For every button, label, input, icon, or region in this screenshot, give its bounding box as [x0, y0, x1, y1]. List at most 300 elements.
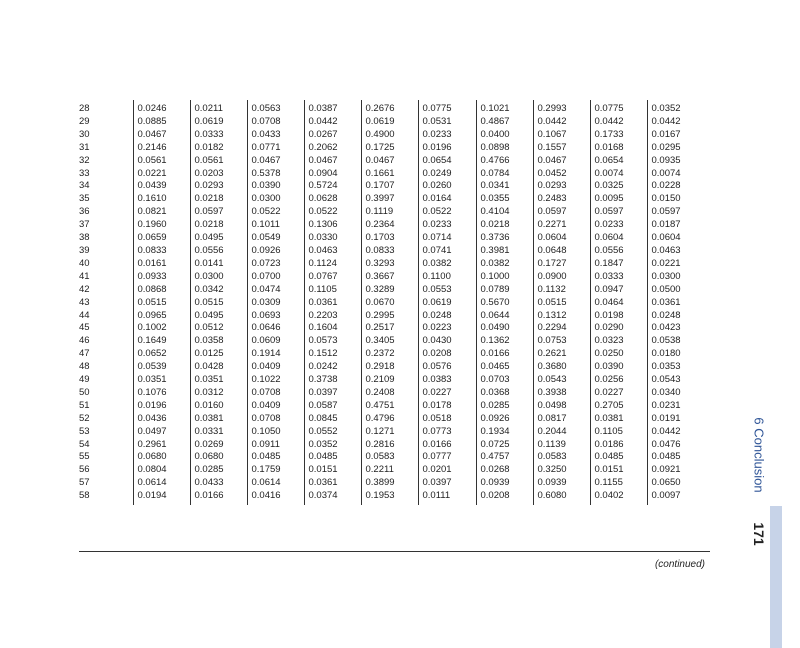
table-cell: 0.0227 [418, 387, 476, 400]
table-cell: 0.0295 [647, 142, 710, 155]
table-cell: 0.0597 [647, 206, 710, 219]
table-cell: 0.0644 [476, 310, 533, 323]
table-cell: 0.0619 [361, 116, 418, 129]
table-cell: 0.0442 [533, 116, 590, 129]
table-cell: 0.0141 [190, 258, 247, 271]
table-cell: 0.0833 [133, 245, 190, 258]
table-cell: 0.0650 [647, 477, 710, 490]
data-table-container [79, 100, 710, 505]
table-cell: 0.1139 [533, 439, 590, 452]
table-cell: 0.2294 [533, 322, 590, 335]
table-cell: 0.0358 [190, 335, 247, 348]
table-bottom-rule [79, 551, 710, 552]
table-row [79, 335, 710, 348]
table-cell: 0.0784 [476, 168, 533, 181]
table-row [79, 348, 710, 361]
row-number: 29 [79, 115, 90, 127]
table-cell: 0.3938 [533, 387, 590, 400]
row-number: 41 [79, 270, 90, 282]
table-cell: 0.0933 [133, 271, 190, 284]
table-cell: 0.0646 [247, 322, 304, 335]
row-number: 52 [79, 412, 90, 424]
table-cell: 0.0352 [304, 439, 361, 452]
table-cell: 0.0670 [361, 297, 418, 310]
table-cell: 0.0397 [304, 387, 361, 400]
table-cell: 0.0409 [247, 361, 304, 374]
table-cell: 0.0485 [590, 451, 647, 464]
table-cell: 0.0233 [418, 129, 476, 142]
table-cell: 0.1105 [590, 426, 647, 439]
table-cell: 0.0353 [647, 361, 710, 374]
table-cell: 0.2211 [361, 464, 418, 477]
table-cell: 0.0467 [247, 155, 304, 168]
table-cell: 0.6080 [533, 490, 590, 505]
row-number: 45 [79, 322, 90, 334]
table-cell: 0.2372 [361, 348, 418, 361]
table-row [79, 477, 710, 490]
table-cell: 0.0267 [304, 129, 361, 142]
table-cell: 0.1076 [133, 387, 190, 400]
table-cell: 0.1953 [361, 490, 418, 505]
table-cell: 0.0515 [533, 297, 590, 310]
table-cell: 0.0180 [647, 348, 710, 361]
table-cell: 0.0900 [533, 271, 590, 284]
table-cell: 0.0561 [133, 155, 190, 168]
row-number: 35 [79, 193, 90, 205]
table-cell: 0.0775 [418, 100, 476, 116]
table-cell: 0.0246 [133, 100, 190, 116]
table-row [79, 155, 710, 168]
table-cell: 0.2062 [304, 142, 361, 155]
table-cell: 0.0218 [190, 219, 247, 232]
table-cell: 0.0178 [418, 400, 476, 413]
table-cell: 0.0539 [133, 361, 190, 374]
table-cell: 0.0463 [304, 245, 361, 258]
table-cell: 0.0074 [647, 168, 710, 181]
table-cell: 0.0442 [304, 116, 361, 129]
table-cell: 0.1050 [247, 426, 304, 439]
table-cell: 0.0512 [190, 322, 247, 335]
table-cell: 0.2816 [361, 439, 418, 452]
table-cell: 0.0340 [647, 387, 710, 400]
table-row [79, 426, 710, 439]
table-cell: 0.0201 [418, 464, 476, 477]
table-cell: 0.1661 [361, 168, 418, 181]
table-cell: 0.0164 [418, 193, 476, 206]
table-cell: 0.0515 [190, 297, 247, 310]
table-cell: 0.0211 [190, 100, 247, 116]
table-cell: 0.0402 [590, 490, 647, 505]
table-cell: 0.0355 [476, 193, 533, 206]
table-cell: 0.0926 [247, 245, 304, 258]
table-row [79, 297, 710, 310]
table-cell: 0.0556 [190, 245, 247, 258]
table-cell: 0.5724 [304, 180, 361, 193]
table-cell: 0.0465 [476, 361, 533, 374]
table-cell: 0.0182 [190, 142, 247, 155]
table-cell: 0.0576 [418, 361, 476, 374]
table-cell: 0.0167 [647, 129, 710, 142]
table-cell: 0.0125 [190, 348, 247, 361]
table-cell: 0.0708 [247, 413, 304, 426]
table-cell: 0.0383 [418, 374, 476, 387]
table-cell: 0.0397 [418, 477, 476, 490]
table-cell: 0.1960 [133, 219, 190, 232]
table-cell: 0.3899 [361, 477, 418, 490]
table-cell: 0.0604 [590, 232, 647, 245]
table-cell: 0.1914 [247, 348, 304, 361]
table-cell: 0.0518 [418, 413, 476, 426]
table-cell: 0.0323 [590, 335, 647, 348]
table-cell: 0.0151 [304, 464, 361, 477]
table-row [79, 258, 710, 271]
table-cell: 0.2203 [304, 310, 361, 323]
table-cell: 0.0249 [418, 168, 476, 181]
table-cell: 0.0885 [133, 116, 190, 129]
table-cell: 0.0680 [190, 451, 247, 464]
table-cell: 0.0341 [476, 180, 533, 193]
table-cell: 0.2517 [361, 322, 418, 335]
table-row [79, 464, 710, 477]
table-cell: 0.0753 [533, 335, 590, 348]
table-cell: 0.0452 [533, 168, 590, 181]
table-cell: 0.2993 [533, 100, 590, 116]
table-cell: 0.0583 [533, 451, 590, 464]
table-cell: 0.0767 [304, 271, 361, 284]
table-cell: 0.1100 [418, 271, 476, 284]
table-cell: 0.0194 [133, 490, 190, 505]
table-cell: 0.0390 [247, 180, 304, 193]
table-cell: 0.0166 [190, 490, 247, 505]
table-cell: 0.4796 [361, 413, 418, 426]
table-cell: 0.1847 [590, 258, 647, 271]
table-cell: 0.0845 [304, 413, 361, 426]
table-cell: 0.0531 [418, 116, 476, 129]
table-cell: 0.0221 [647, 258, 710, 271]
table-cell: 0.0168 [590, 142, 647, 155]
table-cell: 0.0400 [476, 129, 533, 142]
table-cell: 0.3250 [533, 464, 590, 477]
table-cell: 0.0342 [190, 284, 247, 297]
table-cell: 0.0926 [476, 413, 533, 426]
table-cell: 0.2676 [361, 100, 418, 116]
table-cell: 0.0269 [190, 439, 247, 452]
table-cell: 0.0563 [247, 100, 304, 116]
table-cell: 0.1067 [533, 129, 590, 142]
table-cell: 0.0463 [647, 245, 710, 258]
table-cell: 0.0300 [190, 271, 247, 284]
table-row [79, 180, 710, 193]
table-cell: 0.0382 [476, 258, 533, 271]
table-cell: 0.1105 [304, 284, 361, 297]
table-cell: 0.0904 [304, 168, 361, 181]
row-number: 43 [79, 296, 90, 308]
table-cell: 0.0777 [418, 451, 476, 464]
row-number: 58 [79, 490, 90, 502]
table-cell: 0.0248 [647, 310, 710, 323]
table-cell: 0.0312 [190, 387, 247, 400]
table-cell: 0.0965 [133, 310, 190, 323]
table-cell: 0.1002 [133, 322, 190, 335]
table-cell: 0.1124 [304, 258, 361, 271]
table-cell: 0.3289 [361, 284, 418, 297]
table-cell: 0.0490 [476, 322, 533, 335]
table-cell: 0.0309 [247, 297, 304, 310]
table-cell: 0.0939 [533, 477, 590, 490]
table-cell: 0.1132 [533, 284, 590, 297]
table-cell: 0.0111 [418, 490, 476, 505]
table-cell: 0.0467 [304, 155, 361, 168]
table-cell: 0.0515 [133, 297, 190, 310]
table-cell: 0.0648 [533, 245, 590, 258]
table-row [79, 439, 710, 452]
table-cell: 0.0223 [418, 322, 476, 335]
table-cell: 0.0218 [476, 219, 533, 232]
table-cell: 0.0654 [418, 155, 476, 168]
table-cell: 0.0218 [190, 193, 247, 206]
table-cell: 0.0654 [590, 155, 647, 168]
table-cell: 0.2705 [590, 400, 647, 413]
table-cell: 0.0161 [133, 258, 190, 271]
table-cell: 0.1759 [247, 464, 304, 477]
table-cell: 0.1155 [590, 477, 647, 490]
table-cell: 0.0549 [247, 232, 304, 245]
table-cell: 0.0409 [247, 400, 304, 413]
table-cell: 0.0150 [647, 193, 710, 206]
table-cell: 0.0368 [476, 387, 533, 400]
row-number: 46 [79, 335, 90, 347]
table-cell: 0.1306 [304, 219, 361, 232]
table-cell: 0.0151 [590, 464, 647, 477]
table-cell: 0.4757 [476, 451, 533, 464]
table-cell: 0.0561 [190, 155, 247, 168]
table-cell: 0.2271 [533, 219, 590, 232]
table-cell: 0.0285 [476, 400, 533, 413]
table-row [79, 232, 710, 245]
row-number: 33 [79, 167, 90, 179]
page-number: 171 [751, 522, 767, 546]
table-cell: 0.0476 [647, 439, 710, 452]
table-row [79, 413, 710, 426]
table-cell: 0.0097 [647, 490, 710, 505]
table-cell: 0.0680 [133, 451, 190, 464]
table-cell: 0.0495 [190, 310, 247, 323]
table-cell: 0.2961 [133, 439, 190, 452]
table-cell: 0.0543 [533, 374, 590, 387]
row-number: 37 [79, 219, 90, 231]
row-number: 28 [79, 103, 90, 114]
table-cell: 0.0330 [304, 232, 361, 245]
table-cell: 0.0464 [590, 297, 647, 310]
table-cell: 0.1725 [361, 142, 418, 155]
row-number: 36 [79, 206, 90, 218]
row-number: 40 [79, 257, 90, 269]
table-cell: 0.0166 [476, 348, 533, 361]
table-cell: 0.0248 [418, 310, 476, 323]
table-cell: 0.0583 [361, 451, 418, 464]
table-cell: 0.0325 [590, 180, 647, 193]
table-cell: 0.0433 [247, 129, 304, 142]
table-cell: 0.0300 [247, 193, 304, 206]
table-cell: 0.0160 [190, 400, 247, 413]
table-cell: 0.0467 [533, 155, 590, 168]
table-row [79, 490, 710, 505]
row-number: 31 [79, 141, 90, 153]
table-cell: 0.0361 [304, 477, 361, 490]
row-number: 57 [79, 477, 90, 489]
table-cell: 0.0898 [476, 142, 533, 155]
table-cell: 0.4766 [476, 155, 533, 168]
table-cell: 0.0428 [190, 361, 247, 374]
table-cell: 0.0381 [190, 413, 247, 426]
table-cell: 0.0166 [418, 439, 476, 452]
table-cell: 0.2146 [133, 142, 190, 155]
table-cell: 0.0597 [590, 206, 647, 219]
table-cell: 0.0208 [418, 348, 476, 361]
table-cell: 0.1362 [476, 335, 533, 348]
table-cell: 0.0597 [533, 206, 590, 219]
table-row [79, 100, 710, 116]
table-cell: 0.1649 [133, 335, 190, 348]
table-cell: 0.0723 [247, 258, 304, 271]
chapter-title: 6 Conclusion [751, 417, 767, 493]
table-cell: 0.3997 [361, 193, 418, 206]
table-cell: 0.0714 [418, 232, 476, 245]
table-cell: 0.0556 [590, 245, 647, 258]
table-cell: 0.0387 [304, 100, 361, 116]
table-cell: 0.0703 [476, 374, 533, 387]
table-cell: 0.0789 [476, 284, 533, 297]
table-cell: 0.0771 [247, 142, 304, 155]
table-cell: 0.1119 [361, 206, 418, 219]
table-cell: 0.0604 [533, 232, 590, 245]
row-number: 34 [79, 180, 90, 192]
table-cell: 0.0741 [418, 245, 476, 258]
table-cell: 0.0500 [647, 284, 710, 297]
table-cell: 0.0708 [247, 387, 304, 400]
table-cell: 0.0352 [647, 100, 710, 116]
table-cell: 0.3736 [476, 232, 533, 245]
table-cell: 0.0543 [647, 374, 710, 387]
table-cell: 0.0250 [590, 348, 647, 361]
table-cell: 0.1000 [476, 271, 533, 284]
table-cell: 0.1021 [476, 100, 533, 116]
table-cell: 0.0228 [647, 180, 710, 193]
table-cell: 0.0361 [304, 297, 361, 310]
table-cell: 0.3405 [361, 335, 418, 348]
table-cell: 0.4900 [361, 129, 418, 142]
table-row [79, 361, 710, 374]
table-cell: 0.2995 [361, 310, 418, 323]
table-cell: 0.0522 [418, 206, 476, 219]
table-cell: 0.0233 [590, 219, 647, 232]
table-cell: 0.1703 [361, 232, 418, 245]
table-cell: 0.0381 [590, 413, 647, 426]
table-cell: 0.0498 [533, 400, 590, 413]
table-cell: 0.0442 [590, 116, 647, 129]
table-cell: 0.0187 [647, 219, 710, 232]
table-cell: 0.2408 [361, 387, 418, 400]
table-cell: 0.3981 [476, 245, 533, 258]
table-cell: 0.0609 [247, 335, 304, 348]
table-cell: 0.1022 [247, 374, 304, 387]
table-row [79, 142, 710, 155]
row-number: 53 [79, 425, 90, 437]
table-cell: 0.1610 [133, 193, 190, 206]
table-cell: 0.1312 [533, 310, 590, 323]
table-cell: 0.0725 [476, 439, 533, 452]
table-cell: 0.0821 [133, 206, 190, 219]
table-cell: 0.0804 [133, 464, 190, 477]
table-cell: 0.0233 [418, 219, 476, 232]
row-number: 42 [79, 283, 90, 295]
table-cell: 0.0221 [133, 168, 190, 181]
table-cell: 0.0203 [190, 168, 247, 181]
table-cell: 0.0935 [647, 155, 710, 168]
table-cell: 0.1604 [304, 322, 361, 335]
table-cell: 0.0285 [190, 464, 247, 477]
table-cell: 0.0467 [361, 155, 418, 168]
table-cell: 0.1557 [533, 142, 590, 155]
table-cell: 0.0074 [590, 168, 647, 181]
table-cell: 0.3667 [361, 271, 418, 284]
table-cell: 0.0268 [476, 464, 533, 477]
table-cell: 0.0293 [533, 180, 590, 193]
table-cell: 0.0430 [418, 335, 476, 348]
table-cell: 0.0442 [647, 116, 710, 129]
table-cell: 0.0433 [190, 477, 247, 490]
table-row [79, 193, 710, 206]
table-cell: 0.3293 [361, 258, 418, 271]
table-cell: 0.2364 [361, 219, 418, 232]
table-cell: 0.3680 [533, 361, 590, 374]
table-cell: 0.0868 [133, 284, 190, 297]
continued-note: (continued) [654, 559, 705, 570]
table-cell: 0.2109 [361, 374, 418, 387]
table-cell: 0.0485 [247, 451, 304, 464]
row-number: 48 [79, 361, 90, 373]
table-row [79, 168, 710, 181]
table-row [79, 219, 710, 232]
table-cell: 0.0416 [247, 490, 304, 505]
table-cell: 0.0467 [133, 129, 190, 142]
table-cell: 0.0191 [647, 413, 710, 426]
row-number: 39 [79, 244, 90, 256]
table-cell: 0.0522 [304, 206, 361, 219]
table-row [79, 271, 710, 284]
table-cell: 0.0597 [190, 206, 247, 219]
table-cell: 0.1727 [533, 258, 590, 271]
table-cell: 0.2483 [533, 193, 590, 206]
table-cell: 0.0495 [190, 232, 247, 245]
table-cell: 0.0256 [590, 374, 647, 387]
table-cell: 0.0552 [304, 426, 361, 439]
table-cell: 0.0293 [190, 180, 247, 193]
table-cell: 0.1707 [361, 180, 418, 193]
table-cell: 0.0423 [647, 322, 710, 335]
row-number: 54 [79, 438, 90, 450]
table-cell: 0.0095 [590, 193, 647, 206]
table-cell: 0.0333 [190, 129, 247, 142]
table-cell: 0.0652 [133, 348, 190, 361]
table-cell: 0.0485 [647, 451, 710, 464]
table-cell: 0.0361 [647, 297, 710, 310]
table-cell: 0.2621 [533, 348, 590, 361]
table-cell: 0.0196 [133, 400, 190, 413]
running-header [722, 0, 800, 648]
row-number: 38 [79, 232, 90, 244]
table-cell: 0.4867 [476, 116, 533, 129]
